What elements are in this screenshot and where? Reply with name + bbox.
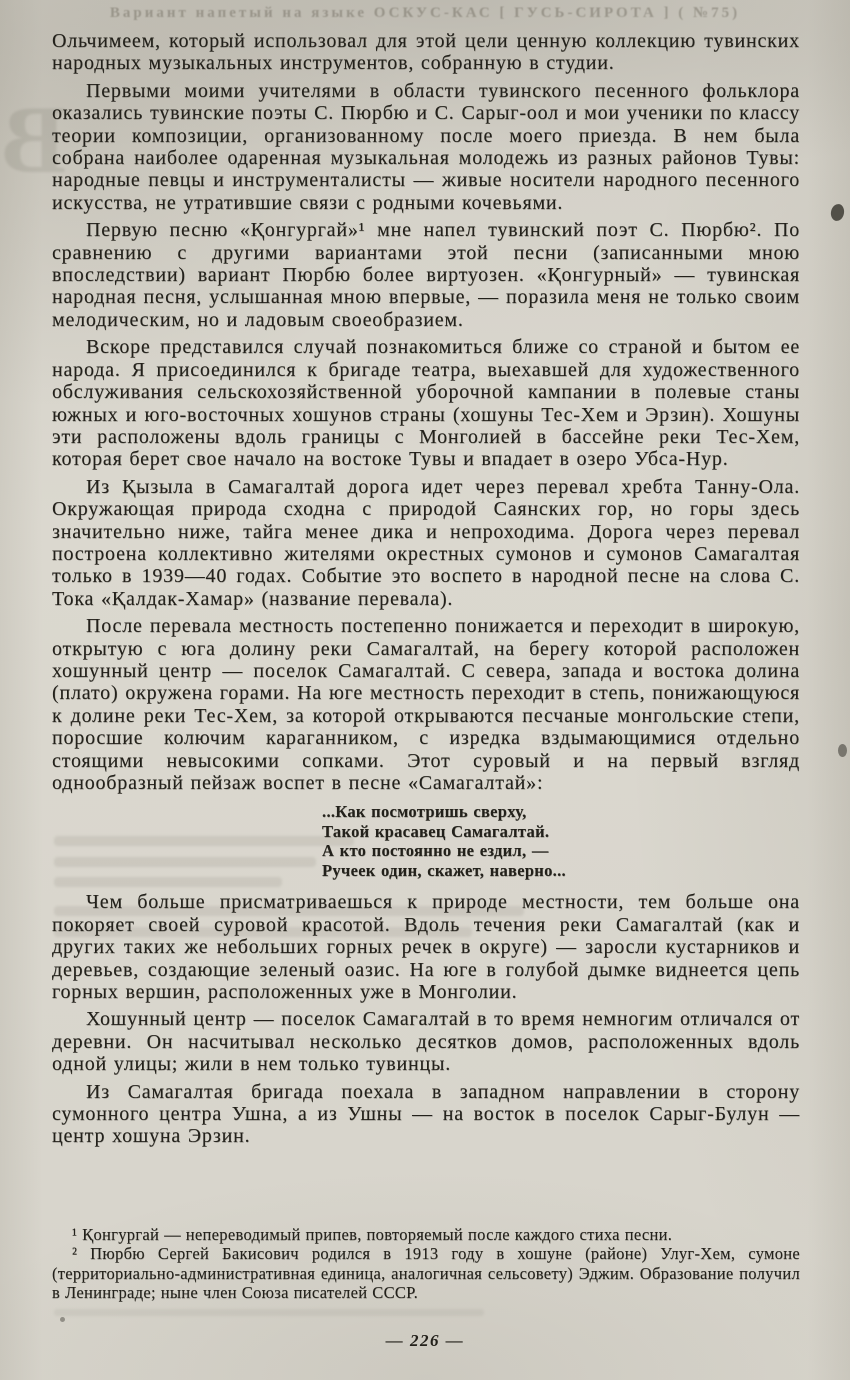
- paragraph: Чем больше присматриваешься к природе местности, тем больше она покоряет своей суровой красотой. Вдоль течения реки Самагалтай (как и других таких же небольших горных речек в округе) — заросли кустарников и деревьев, создающие зеленый оазис. На юге в голубой дымке виднеется цепь горных вершин, расположенных уже в Монголии.: [52, 891, 800, 1003]
- paragraph: Из Қызыла в Самагалтай дорога идет через перевал хребта Танну-Ола. Окружающая природа сходна с природой Саянских гор, но горы здесь значительно ниже, тайга менее дика и непроходима. Дорога через перевал построена коллективно жителями окрестных сумонов и сумонов Самагалтая только в 1939—40 годах. Событие это воспето в народной песне на слова С. Тока «Қалдак-Хамар» (название перевала).: [52, 475, 800, 610]
- ink-speck: [838, 744, 847, 757]
- footnote: ² Пюрбю Сергей Бакисович родился в 1913 году в хошуне (районе) Улуг-Хем, сумоне (территориально-административная единица, аналогичная сельсовету) Эджим. Образование получил в Ленинграде; ныне член Союза писателей СССР.: [52, 1244, 800, 1302]
- paragraph: Из Самагалтая бригада поехала в западном направлении в сторону сумонного центра Ушна, а из Ушны — на восток в поселок Сарыг-Булун — центр хошуна Эрзин.: [52, 1080, 800, 1148]
- paragraph: Хошунный центр — поселок Самагалтай в то время немногим отличался от деревни. Он насчитывал несколько десятков домов, расположенных вдоль одной улицы; жили в нем только тувинцы.: [52, 1008, 800, 1076]
- page-text-column: [52, 30, 800, 1302]
- verse-line: Такой красавец Самагалтай.: [322, 821, 550, 841]
- footnote: ¹ Қонгургай — непереводимый припев, повторяемый после каждого стиха песни.: [72, 1225, 673, 1245]
- paragraph: Вскоре представился случай познакомиться ближе со страной и бытом ее народа. Я присоединился к бригаде театра, выехавшей для художественного обслуживания сельскохозяйственной уборочной кампании в полевые станы южных и юго-восточных хошунов страны (хошуны Тес-Хем и Эрзин). Хошуны эти расположены вдоль границы с Монголией в бассейне реки Тес-Хем, которая берет свое начало на востоке Тувы и впадает в озеро Убса-Нур.: [52, 336, 800, 471]
- paragraph: После перевала местность постепенно понижается и переходит в широкую, открытую с юга долину реки Самагалтай, на берегу которой расположен хошунный центр — поселок Самагалтай. С севера, запада и востока долина (плато) окружена горами. На юге местность переходит в степь, понижающуюся к долине реки Тес-Хем, за которой открываются песчаные монгольские степи, поросшие колючим караганником, с изредка вздымающимися отдельно стоящими невысокими сопками. Этот суровый и на первый взгляд однообразный пейзаж воспет в песне «Самагалтай»:: [52, 615, 800, 794]
- bleedthrough-initial-letter: В: [2, 86, 67, 193]
- paragraph: Первыми моими учителями в области тувинского песенного фольклора оказались тувинские поэты С. Пюрбю и С. Сарыг-оол и мои ученики по классу теории композиции, организованному после моего приезда. В нем была собрана наиболее одаренная музыкальная молодежь из разных районов Тувы: народные певцы и инструменталисты — живые носители народного песенного искусства, не утратившие связи с родными кочевьями.: [52, 79, 800, 214]
- page-number: — 226 —: [385, 1331, 465, 1350]
- verse-quote: [70, 802, 818, 881]
- bleedthrough-line: [54, 1309, 484, 1316]
- verse-line: Ручеек один, скажет, наверно...: [322, 860, 566, 880]
- verse-line: А кто постоянно не ездил, —: [322, 841, 549, 861]
- bleedthrough-header-text: Вариант напетый на языке ОСКУС-КАС [ ГУСЬ-СИРОТА ] ( №75): [109, 5, 741, 21]
- footnotes: [52, 1225, 800, 1302]
- body-text: [52, 30, 800, 1153]
- verse-line: ...Как посмотришь сверху,: [322, 802, 527, 822]
- ink-speck: [60, 1317, 65, 1322]
- verse-lines: [322, 802, 566, 880]
- ink-speck: [829, 203, 845, 222]
- paragraph: Первую песню «Қонгургай»¹ мне напел тувинский поэт С. Пюрбю². По сравнению с другими вариантами этой песни (записанными мною впоследствии) вариант Пюрбю более виртуозен. «Қонгурный» — тувинская народная песня, услышанная мною впервые, — поразила меня не только своим мелодическим, но и ладовым своеобразием.: [52, 219, 800, 331]
- paragraph: Ольчимеем, который использовал для этой цели ценную коллекцию тувинских народных музыкальных инструментов, собранную в студии.: [52, 30, 800, 75]
